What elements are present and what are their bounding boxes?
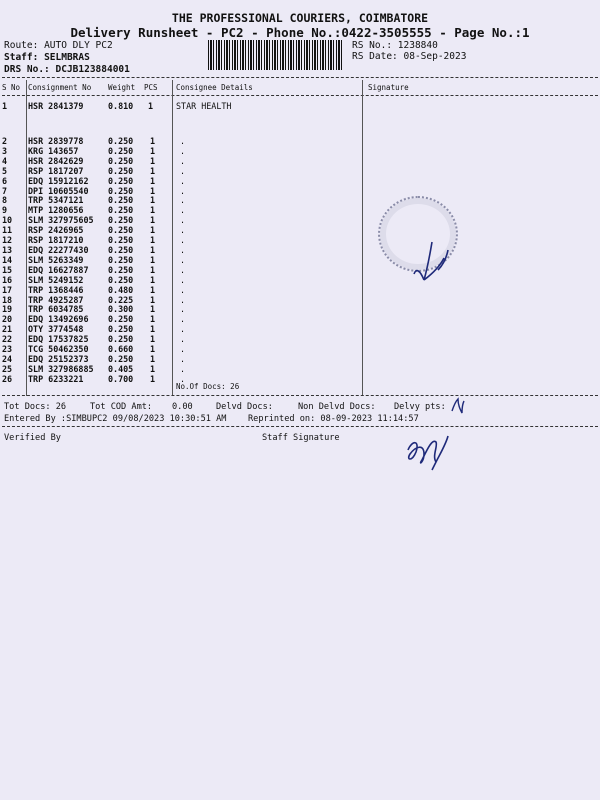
rs-date-value: 08-Sep-2023 (403, 51, 467, 62)
row-weight: 0.250 (108, 136, 134, 146)
row-pcs: 1 (150, 314, 156, 325)
staff-value: SELMBRAS (44, 52, 90, 63)
rs-no-line (352, 40, 438, 51)
col-consignment: Consignment No (28, 83, 92, 92)
row-details: . (180, 314, 186, 325)
row-details: . (180, 175, 186, 186)
row-sno: 13 (2, 244, 13, 255)
row-details: . (180, 304, 186, 315)
row-weight: 0.250 (108, 165, 134, 176)
divider (2, 95, 598, 96)
row-weight: 0.250 (108, 235, 134, 246)
row-pcs: 1 (150, 304, 156, 315)
row-weight: 0.250 (108, 155, 134, 166)
row-pcs: 1 (150, 235, 156, 246)
row-sno: 3 (2, 145, 8, 156)
route-value: AUTO DLY PC2 (44, 40, 113, 51)
first-row-consignment: HSR 2841379 (28, 101, 84, 111)
row-pcs: 1 (150, 155, 156, 166)
row-weight: 0.300 (108, 304, 134, 315)
row-consignment: RSP 2426965 (28, 225, 84, 236)
col-signature: Signature (368, 83, 409, 92)
row-details: . (180, 344, 186, 355)
rs-no-label: RS No.: (352, 40, 393, 51)
row-consignment: SLM 5249152 (28, 274, 84, 285)
row-details: . (180, 324, 186, 335)
row-weight: 0.250 (108, 215, 134, 226)
barcode (208, 40, 344, 70)
first-row-details: STAR HEALTH (176, 101, 232, 111)
row-pcs: 1 (150, 324, 156, 335)
staff-signature-scribble (402, 432, 452, 472)
row-details: . (180, 225, 186, 236)
row-pcs: 1 (150, 294, 156, 305)
row-details: . (180, 215, 186, 226)
row-weight: 0.405 (108, 363, 134, 374)
row-pcs: 1 (150, 175, 156, 186)
row-sno: 24 (2, 353, 13, 364)
tot-cod-value: 0.00 (172, 402, 193, 412)
row-sno: 9 (2, 205, 8, 216)
divider (2, 77, 598, 78)
row-sno: 7 (2, 185, 8, 196)
row-weight: 0.250 (108, 145, 134, 156)
row-pcs: 1 (150, 205, 156, 216)
row-weight: 0.250 (108, 324, 134, 335)
row-sno: 23 (2, 344, 13, 355)
row-sno: 20 (2, 314, 13, 325)
row-weight: 0.250 (108, 205, 134, 216)
no-of-docs: No.Of Docs: 26 (176, 382, 240, 391)
row-weight: 0.250 (108, 225, 134, 236)
row-weight: 0.250 (108, 195, 134, 206)
rs-no-value: 1238840 (397, 40, 438, 51)
row-consignment: HSR 2842629 (28, 155, 84, 166)
row-consignment: SLM 5263349 (28, 254, 84, 265)
row-pcs: 1 (150, 284, 156, 295)
row-sno: 19 (2, 304, 13, 315)
company-title: THE PROFESSIONAL COURIERS, COIMBATORE (171, 11, 429, 25)
row-weight: 0.250 (108, 274, 134, 285)
row-sno: 12 (2, 235, 13, 246)
row-pcs: 1 (150, 274, 156, 285)
row-details: . (180, 284, 186, 295)
row-consignment: KRG 143657 (28, 145, 79, 156)
row-sno: 17 (2, 284, 13, 295)
row-pcs: 1 (150, 215, 156, 226)
row-consignment: MTP 1280656 (28, 205, 84, 216)
initials-scribble (450, 397, 466, 415)
row-consignment: EDQ 13492696 (28, 314, 89, 325)
row-consignment: TRP 1368446 (28, 284, 84, 295)
rs-date-line (352, 51, 466, 62)
row-details: . (180, 294, 186, 305)
tot-cod-label: Tot COD Amt: (90, 402, 153, 412)
divider (2, 395, 598, 396)
row-weight: 0.250 (108, 334, 134, 345)
column-rule (362, 80, 363, 396)
row-details: . (180, 373, 186, 384)
row-pcs: 1 (150, 185, 156, 196)
row-details: . (180, 363, 186, 374)
row-details: . (180, 244, 186, 255)
row-weight: 0.250 (108, 175, 134, 186)
table-row (2, 286, 220, 296)
row-consignment: EDQ 16627887 (28, 264, 89, 275)
row-sno: 10 (2, 215, 13, 226)
divider (2, 426, 598, 427)
first-row-pcs: 1 (148, 101, 154, 111)
row-pcs: 1 (150, 344, 156, 355)
col-pcs: PCS (144, 83, 158, 92)
row-weight: 0.250 (108, 244, 134, 255)
row-consignment: DPI 10605540 (28, 185, 89, 196)
col-sno: S No (2, 83, 21, 92)
row-sno: 4 (2, 155, 8, 166)
staff-label: Staff: (4, 52, 39, 63)
row-pcs: 1 (150, 165, 156, 176)
row-sno: 26 (2, 373, 13, 384)
rs-date-label: RS Date: (352, 51, 398, 62)
col-details: Consignee Details (176, 83, 253, 92)
row-pcs: 1 (150, 264, 156, 275)
row-pcs: 1 (150, 225, 156, 236)
verified-by: Verified By (4, 433, 61, 443)
row-weight: 0.250 (108, 254, 134, 265)
row-consignment: EDQ 22277430 (28, 244, 89, 255)
row-sno: 18 (2, 294, 13, 305)
row-consignment: RSP 1817210 (28, 235, 84, 246)
staff-signature-label: Staff Signature (262, 433, 340, 443)
row-weight: 0.250 (108, 264, 134, 275)
row-sno: 22 (2, 334, 13, 345)
row-sno: 6 (2, 175, 8, 186)
row-details: . (180, 136, 186, 146)
row-pcs: 1 (150, 334, 156, 345)
drs-label: DRS No.: (4, 64, 50, 75)
row-consignment: TRP 5347121 (28, 195, 84, 206)
row-consignment: TRP 6034785 (28, 304, 84, 315)
row-consignment: EDQ 15912162 (28, 175, 89, 186)
row-consignment: SLM 327986885 (28, 363, 94, 374)
entered-by: Entered By :SIMBUPC2 09/08/2023 10:30:51 AM (4, 414, 227, 424)
row-sno: 15 (2, 264, 13, 275)
drs-line (4, 64, 130, 75)
route-label: Route: (4, 40, 39, 51)
row-pcs: 1 (150, 244, 156, 255)
row-weight: 0.660 (108, 344, 134, 355)
row-weight: 0.250 (108, 353, 134, 364)
route-line (4, 40, 113, 51)
row-details: . (180, 195, 186, 206)
row-details: . (180, 274, 186, 285)
row-weight: 0.700 (108, 373, 134, 384)
row-details: . (180, 264, 186, 275)
first-row-weight: 0.810 (108, 101, 134, 111)
row-pcs: 1 (150, 353, 156, 364)
row-sno: 8 (2, 195, 8, 206)
row-consignment: SLM 327975605 (28, 215, 94, 226)
row-sno: 2 (2, 136, 8, 146)
row-details: . (180, 353, 186, 364)
row-sno: 14 (2, 254, 13, 265)
reprinted-on: Reprinted on: 08-09-2023 11:14:57 (248, 414, 419, 424)
row-sno: 25 (2, 363, 13, 374)
row-sno: 16 (2, 274, 13, 285)
drs-value: DCJB123884001 (55, 64, 130, 75)
row-details: . (180, 205, 186, 216)
row-consignment: EDQ 25152373 (28, 353, 89, 364)
non-delvd-docs: Non Delvd Docs: (298, 402, 376, 412)
row-weight: 0.250 (108, 185, 134, 196)
row-details: . (180, 334, 186, 345)
row-details: . (180, 235, 186, 246)
row-consignment: TRP 6233221 (28, 373, 84, 384)
tot-docs: Tot Docs: 26 (4, 402, 67, 412)
row-details: . (180, 155, 186, 166)
consignment-table (2, 137, 220, 385)
delvd-docs: Delvd Docs: (216, 402, 273, 412)
row-pcs: 1 (150, 136, 156, 146)
row-pcs: 1 (150, 195, 156, 206)
row-consignment: EDQ 17537825 (28, 334, 89, 345)
row-details: . (180, 145, 186, 156)
row-consignment: TCG 50462350 (28, 344, 89, 355)
row-consignment: TRP 4925287 (28, 294, 84, 305)
row-consignment: RSP 1817207 (28, 165, 84, 176)
row-sno: 5 (2, 165, 8, 176)
row-pcs: 1 (150, 373, 156, 384)
row-weight: 0.480 (108, 284, 134, 295)
row-pcs: 1 (150, 254, 156, 265)
row-weight: 0.225 (108, 294, 134, 305)
signature-scribble (410, 240, 450, 284)
row-pcs: 1 (150, 145, 156, 156)
row-weight: 0.250 (108, 314, 134, 325)
row-pcs: 1 (150, 363, 156, 374)
row-consignment: OTY 3774548 (28, 324, 84, 335)
first-row-sno: 1 (2, 101, 8, 111)
row-details: . (180, 185, 186, 196)
delvy-pts: Delvy pts: (394, 402, 446, 412)
row-sno: 11 (2, 225, 13, 236)
row-details: . (180, 254, 186, 265)
col-weight: Weight (108, 83, 136, 92)
row-details: . (180, 165, 186, 176)
staff-line (4, 52, 90, 63)
row-sno: 21 (2, 324, 13, 335)
row-consignment: HSR 2839778 (28, 136, 84, 146)
runsheet-title: Delivery Runsheet - PC2 - Phone No.:0422-3505555 - Page No.:1 (70, 25, 530, 40)
